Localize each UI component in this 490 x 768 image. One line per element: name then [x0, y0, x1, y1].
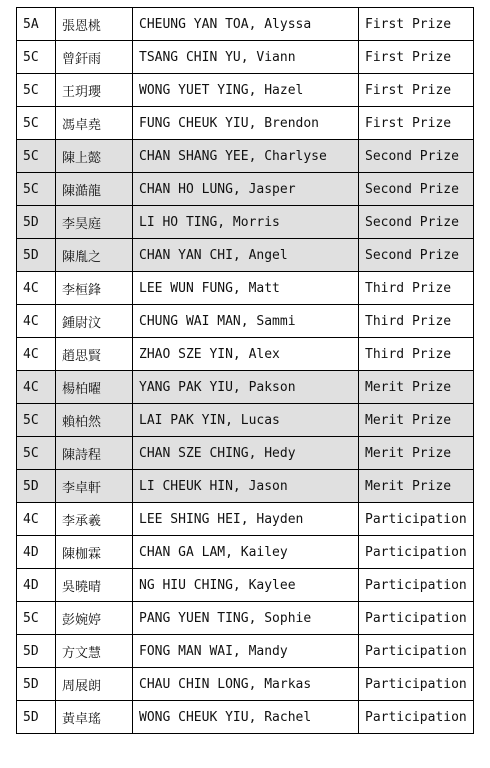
chinese-name-cell: 陳上懿 [56, 140, 133, 173]
class-cell: 5D [17, 668, 56, 701]
table-row [17, 41, 474, 74]
chinese-name-cell: 趙思賢 [56, 338, 133, 371]
table-row [17, 173, 474, 206]
class-cell: 5C [17, 41, 56, 74]
class-cell: 5D [17, 635, 56, 668]
table-row [17, 206, 474, 239]
prize-cell: Second Prize [359, 206, 474, 239]
chinese-name-cell: 鍾尉汶 [56, 305, 133, 338]
english-name-cell: CHAN GA LAM, Kailey [133, 536, 359, 569]
results-table [16, 7, 474, 734]
prize-cell: Third Prize [359, 272, 474, 305]
english-name-cell: CHAN YAN CHI, Angel [133, 239, 359, 272]
class-cell: 4C [17, 371, 56, 404]
english-name-cell: LI HO TING, Morris [133, 206, 359, 239]
english-name-cell: LI CHEUK HIN, Jason [133, 470, 359, 503]
english-name-cell: CHAN SZE CHING, Hedy [133, 437, 359, 470]
class-cell: 5C [17, 437, 56, 470]
prize-cell: Third Prize [359, 338, 474, 371]
table-row [17, 140, 474, 173]
table-row [17, 272, 474, 305]
chinese-name-cell: 楊柏曜 [56, 371, 133, 404]
chinese-name-cell: 李承羲 [56, 503, 133, 536]
table-row [17, 470, 474, 503]
prize-cell: Merit Prize [359, 470, 474, 503]
english-name-cell: CHAN SHANG YEE, Charlyse [133, 140, 359, 173]
table-row [17, 503, 474, 536]
prize-cell: Participation [359, 503, 474, 536]
english-name-cell: CHAU CHIN LONG, Markas [133, 668, 359, 701]
chinese-name-cell: 陳胤之 [56, 239, 133, 272]
class-cell: 5C [17, 173, 56, 206]
english-name-cell: WONG YUET YING, Hazel [133, 74, 359, 107]
english-name-cell: CHEUNG YAN TOA, Alyssa [133, 8, 359, 41]
prize-cell: Participation [359, 668, 474, 701]
english-name-cell: ZHAO SZE YIN, Alex [133, 338, 359, 371]
table-row [17, 701, 474, 734]
english-name-cell: LEE SHING HEI, Hayden [133, 503, 359, 536]
class-cell: 5C [17, 74, 56, 107]
class-cell: 4C [17, 272, 56, 305]
prize-cell: First Prize [359, 74, 474, 107]
class-cell: 5C [17, 107, 56, 140]
english-name-cell: CHUNG WAI MAN, Sammi [133, 305, 359, 338]
prize-cell: Third Prize [359, 305, 474, 338]
class-cell: 4D [17, 569, 56, 602]
prize-cell: Second Prize [359, 140, 474, 173]
class-cell: 4C [17, 305, 56, 338]
results-table-body [17, 8, 474, 734]
table-row [17, 74, 474, 107]
chinese-name-cell: 馮卓堯 [56, 107, 133, 140]
prize-cell: Second Prize [359, 173, 474, 206]
table-row [17, 437, 474, 470]
prize-cell: Participation [359, 602, 474, 635]
class-cell: 5D [17, 206, 56, 239]
chinese-name-cell: 賴柏然 [56, 404, 133, 437]
table-row [17, 404, 474, 437]
english-name-cell: FONG MAN WAI, Mandy [133, 635, 359, 668]
prize-cell: Merit Prize [359, 371, 474, 404]
prize-cell: Participation [359, 701, 474, 734]
chinese-name-cell: 周展朗 [56, 668, 133, 701]
prize-cell: Merit Prize [359, 404, 474, 437]
table-row [17, 602, 474, 635]
prize-cell: First Prize [359, 8, 474, 41]
chinese-name-cell: 吳曉晴 [56, 569, 133, 602]
table-row [17, 338, 474, 371]
table-row [17, 569, 474, 602]
class-cell: 4D [17, 536, 56, 569]
english-name-cell: FUNG CHEUK YIU, Brendon [133, 107, 359, 140]
chinese-name-cell: 張恩桃 [56, 8, 133, 41]
class-cell: 5C [17, 602, 56, 635]
table-row [17, 371, 474, 404]
class-cell: 4C [17, 503, 56, 536]
prize-cell: Participation [359, 635, 474, 668]
chinese-name-cell: 李桓鋒 [56, 272, 133, 305]
table-row [17, 536, 474, 569]
chinese-name-cell: 李昊庭 [56, 206, 133, 239]
prize-cell: Participation [359, 569, 474, 602]
chinese-name-cell: 曾釬雨 [56, 41, 133, 74]
prize-cell: Merit Prize [359, 437, 474, 470]
chinese-name-cell: 陳澔龍 [56, 173, 133, 206]
english-name-cell: PANG YUEN TING, Sophie [133, 602, 359, 635]
chinese-name-cell: 李卓軒 [56, 470, 133, 503]
english-name-cell: TSANG CHIN YU, Viann [133, 41, 359, 74]
chinese-name-cell: 彭婉婷 [56, 602, 133, 635]
prize-cell: First Prize [359, 107, 474, 140]
table-row [17, 239, 474, 272]
chinese-name-cell: 陳詩程 [56, 437, 133, 470]
table-row [17, 668, 474, 701]
chinese-name-cell: 方文慧 [56, 635, 133, 668]
chinese-name-cell: 陳枷霖 [56, 536, 133, 569]
table-row [17, 107, 474, 140]
class-cell: 5C [17, 404, 56, 437]
class-cell: 5D [17, 239, 56, 272]
chinese-name-cell: 王玥瓔 [56, 74, 133, 107]
prize-cell: Second Prize [359, 239, 474, 272]
class-cell: 5D [17, 470, 56, 503]
class-cell: 5D [17, 701, 56, 734]
english-name-cell: LAI PAK YIN, Lucas [133, 404, 359, 437]
english-name-cell: LEE WUN FUNG, Matt [133, 272, 359, 305]
class-cell: 4C [17, 338, 56, 371]
prize-cell: Participation [359, 536, 474, 569]
english-name-cell: YANG PAK YIU, Pakson [133, 371, 359, 404]
english-name-cell: WONG CHEUK YIU, Rachel [133, 701, 359, 734]
class-cell: 5A [17, 8, 56, 41]
english-name-cell: CHAN HO LUNG, Jasper [133, 173, 359, 206]
english-name-cell: NG HIU CHING, Kaylee [133, 569, 359, 602]
table-row [17, 635, 474, 668]
class-cell: 5C [17, 140, 56, 173]
chinese-name-cell: 黃卓瑤 [56, 701, 133, 734]
table-row [17, 305, 474, 338]
prize-cell: First Prize [359, 41, 474, 74]
table-row [17, 8, 474, 41]
